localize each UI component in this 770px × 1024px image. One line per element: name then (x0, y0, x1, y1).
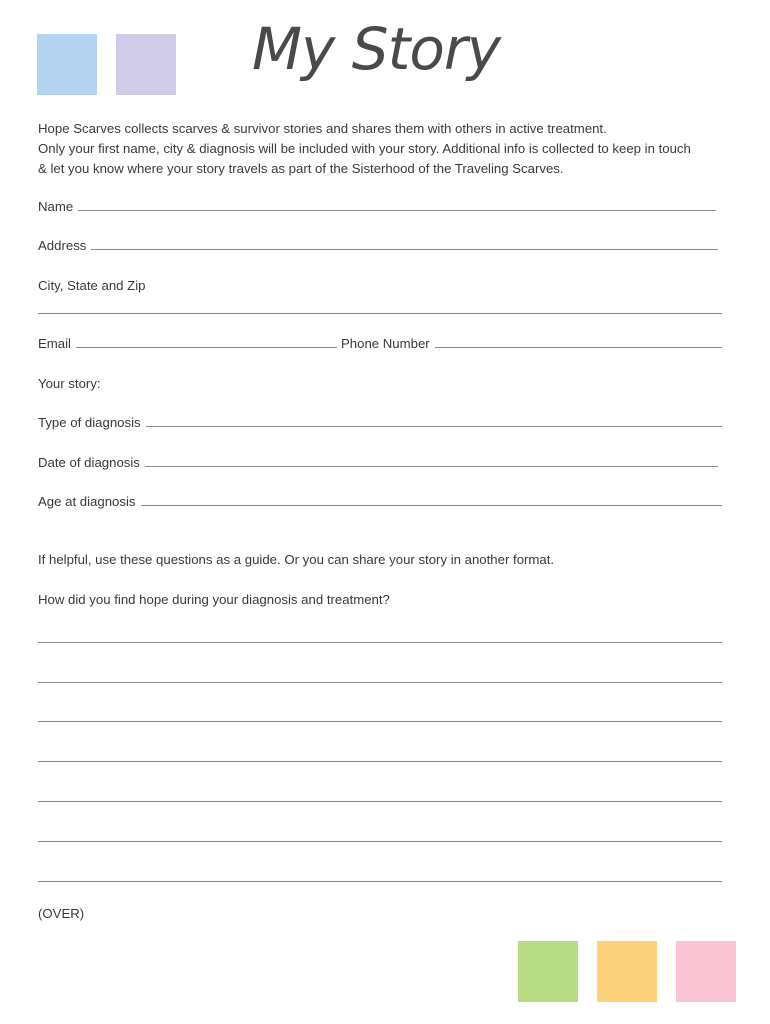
address-label: Address (38, 238, 87, 253)
city-state-zip-field[interactable] (38, 313, 722, 314)
city-state-zip-label: City, State and Zip (38, 278, 146, 293)
email-field[interactable] (76, 347, 337, 348)
story-answer-line[interactable] (38, 721, 722, 722)
swatch-orange (597, 941, 657, 1002)
intro-paragraph (38, 119, 738, 179)
diagnosis-date-row (38, 455, 718, 471)
phone-label: Phone Number (340, 336, 430, 351)
story-answer-line[interactable] (38, 761, 722, 762)
intro-line-1: Hope Scarves collects scarves & survivor stories and shares them with others in active treatment. (38, 121, 607, 136)
diagnosis-age-label: Age at diagnosis (38, 494, 136, 509)
story-answer-line[interactable] (38, 682, 722, 683)
swatch-pink (676, 941, 736, 1002)
intro-line-3: & let you know where your story travels as part of the Sisterhood of the Traveling Scarves. (38, 161, 564, 176)
name-label: Name (38, 199, 74, 214)
phone-field[interactable] (435, 347, 722, 348)
diagnosis-age-row (38, 494, 722, 510)
story-answer-line[interactable] (38, 841, 722, 842)
swatch-blue (37, 34, 97, 95)
over-note: (OVER) (38, 906, 85, 921)
address-row (38, 238, 718, 254)
swatch-green (518, 941, 578, 1002)
your-story-label: Your story: (38, 376, 101, 391)
guide-intro: If helpful, use these questions as a guide. Or you can share your story in another format. (38, 552, 555, 567)
intro-line-2: Only your first name, city & diagnosis will be included with your story. Additional info is collected to keep in touch (38, 141, 691, 156)
diagnosis-type-field[interactable] (146, 426, 722, 427)
swatch-lavender (116, 34, 176, 95)
email-phone-row (38, 336, 722, 352)
guide-question-1: How did you find hope during your diagnosis and treatment? (38, 592, 390, 607)
email-label: Email (38, 336, 71, 351)
diagnosis-date-label: Date of diagnosis (38, 455, 140, 470)
diagnosis-date-field[interactable] (145, 466, 718, 467)
story-answer-line[interactable] (38, 801, 722, 802)
story-answer-line[interactable] (38, 642, 722, 643)
diagnosis-age-field[interactable] (141, 505, 722, 506)
diagnosis-type-row (38, 415, 722, 431)
name-field[interactable] (78, 210, 716, 211)
name-row (38, 199, 716, 215)
address-field[interactable] (91, 249, 718, 250)
story-answer-line[interactable] (38, 881, 722, 882)
diagnosis-type-label: Type of diagnosis (38, 415, 141, 430)
page-title: My Story (252, 15, 501, 83)
